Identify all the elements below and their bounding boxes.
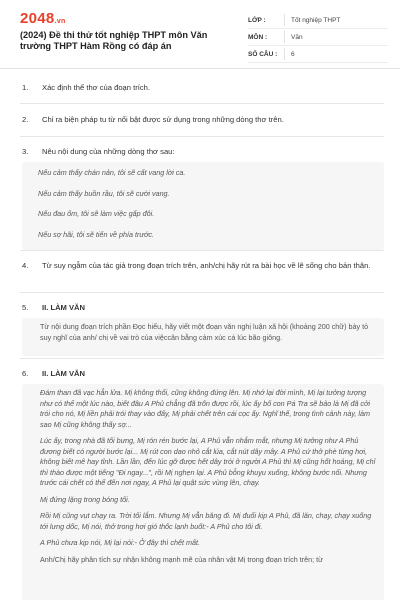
meta-value: Tốt nghiệp THPT — [291, 16, 341, 24]
divider — [20, 103, 384, 104]
meta-separator — [284, 31, 285, 43]
question-text: Chỉ ra biện pháp tu từ nổi bật được sử dụng trong những dòng thơ trên. — [42, 115, 284, 124]
poem-line: Nếu cảm thấy buồn rầu, tôi sẽ cười vang. — [38, 188, 170, 198]
excerpt-paragraph: Anh/Chị hãy phân tích sự nhận không mạnh mẽ của nhân vật Mị trong đoạn trích trên; từ — [40, 554, 323, 564]
divider — [20, 250, 384, 251]
excerpt-paragraph: Đám than đã vạc hẳn lửa. Mị không thổi, cũng không đứng lên. Mị nhớ lại đời mình, Mị lại tưởng tượng như có thể một lúc nào, biết đâu A Phủ chẳng đã trốn được rồi, lúc ấy bố con Pá Tra sẽ bảo là Mị đã cởi trói cho nó, Mị liền phải trói thay vào đấy, Mị phải chết trên cái cọc ấy. Nghĩ thế, trong tình cảnh này, làm sao Mị cũng không thấy sợ... — [40, 388, 370, 429]
question-number: 5. — [22, 303, 29, 312]
poem-line: Nếu cảm thấy chán nản, tôi sẽ cất vang lời ca. — [38, 168, 186, 177]
meta-row-subject — [248, 29, 388, 46]
meta-value: 6 — [291, 50, 295, 58]
header — [0, 0, 400, 69]
meta-key: SỐ CÂU : — [248, 50, 278, 58]
excerpt-paragraph: Rồi Mị cũng vụt chạy ra. Trời tối lắm. Nhưng Mị vẫn băng đi. Mị đuổi kịp A Phủ, đã lăn, chạy, chạy xuống tới lưng dốc, Mị nói, thở trong hơi gió thốc lạnh buốt:- A Phủ cho tôi đi. — [40, 511, 372, 531]
prompt-text: Từ nội dung đoạn trích phần Đọc hiểu, hãy viết một đoạn văn nghị luận xã hội (khoảng 200 chữ) bày tỏ suy nghĩ của anh/ chị về vai trò của việccân bằng cảm xúc cá lúc bão giông. — [40, 322, 369, 342]
meta-separator — [284, 48, 285, 60]
question-heading: II. LÀM VĂN — [42, 303, 86, 312]
logo-text: 2048 — [20, 10, 55, 27]
meta-key: LỚP : — [248, 16, 266, 24]
divider — [20, 292, 384, 293]
excerpt-paragraph: Lúc ấy, trong nhà đã tối bưng, Mị rón rén bước lại, A Phủ vẫn nhắm mắt, nhưng Mị tưởng như A Phủ đương biết có người bước lại... Mị rút con dao nhỏ cắt lúa, cắt nút dây mây. A Phủ cứ thở phè từng hơi, không biết mê hay tỉnh. Lần lần, đến lúc gỡ được hết dây trói ở người A Phủ thì Mị cũng hốt hoảng, Mị chỉ thì thào được một tiếng "Đi ngay...", rồi Mị nghẹn lại. A Phủ bỗng khuỵu xuống, không bước nổi. Nhưng trước cái chết có thể đến nơi ngay, A Phủ lại quật sức vùng lên, chạy. — [40, 436, 376, 487]
meta-row-count — [248, 46, 388, 63]
question-heading: II. LÀM VĂN — [42, 369, 86, 378]
logo-suffix: .vn — [54, 18, 66, 25]
meta-table — [248, 12, 388, 63]
question-text: Từ suy ngẫm của tác giả trong đoạn trích trên, anh/chị hãy rút ra bài học về lẽ sống cho bản thân. — [42, 261, 371, 270]
page-title: (2024) Đề thi thử tốt nghiệp THPT môn Văn trường THPT Hàm Rồng có đáp án — [20, 30, 208, 51]
excerpt-paragraph: A Phủ chưa kịp nói, Mị lại nói:- Ở đây thì chết mất. — [40, 538, 200, 547]
question-text: Nêu nội dung của những dòng thơ sau: — [42, 147, 175, 156]
excerpt-paragraph: Mị đứng lặng trong bóng tối. — [40, 494, 130, 504]
essay-prompt — [22, 318, 384, 356]
question-number: 3. — [22, 147, 29, 156]
question-number: 1. — [22, 83, 29, 92]
literary-excerpt — [22, 384, 384, 600]
meta-value: Văn — [291, 33, 303, 41]
poem-excerpt — [22, 162, 384, 250]
site-logo[interactable] — [20, 10, 66, 27]
meta-separator — [284, 14, 285, 26]
question-number: 6. — [22, 369, 29, 378]
poem-line: Nếu sợ hãi, tôi sẽ tiến về phía trước. — [38, 229, 154, 239]
meta-row-class — [248, 12, 388, 29]
divider — [20, 136, 384, 137]
poem-line: Nếu đau ốm, tôi sẽ làm việc gấp đôi. — [38, 209, 155, 218]
question-number: 4. — [22, 261, 29, 270]
meta-key: MÔN : — [248, 33, 268, 41]
question-number: 2. — [22, 115, 29, 124]
divider — [20, 358, 384, 359]
question-text: Xác định thể thơ của đoạn trích. — [42, 83, 150, 92]
